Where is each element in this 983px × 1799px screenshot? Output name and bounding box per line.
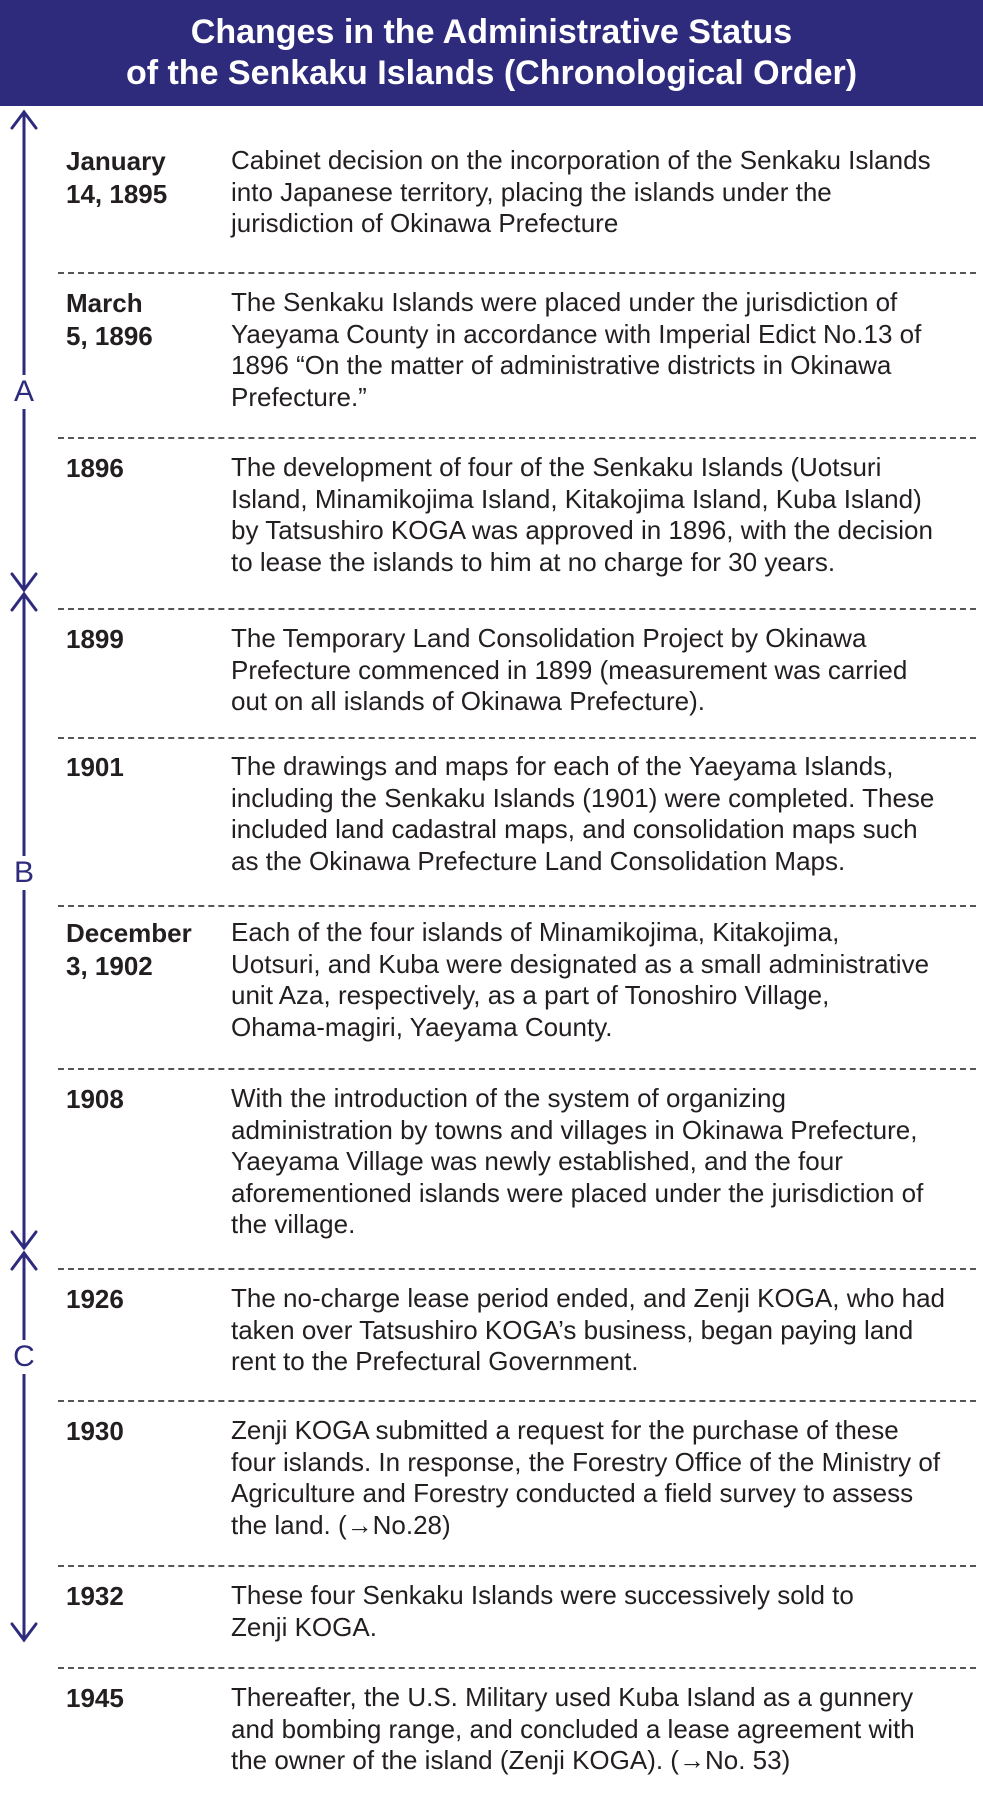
event-description: The no-charge lease period ended, and Zenji KOGA, who had taken over Tatsushiro KOGA’s business, began paying land rent to the Prefectural Government.: [231, 1283, 946, 1376]
event-date: 1901: [66, 752, 124, 782]
event-description: Thereafter, the U.S. Military used Kuba Island as a gunnery and bombing range, and concluded a lease agreement with the owner of the island (Zenji KOGA). (→No. 53): [231, 1682, 915, 1775]
divider: [58, 1565, 976, 1567]
divider: [58, 437, 976, 439]
event-description: The Senkaku Islands were placed under the jurisdiction of Yaeyama County in accordance with Imperial Edict No.13 of 1896 “On the matter of administrative districts in Okinawa Prefecture.”: [231, 287, 922, 412]
event-description: The drawings and maps for each of the Yaeyama Islands, including the Senkaku Islands (1901) were completed. These included land cadastral maps, and consolidation maps such as the Okinawa Prefecture Land Consolidation Maps.: [231, 751, 935, 876]
event-description: Zenji KOGA submitted a request for the purchase of these four islands. In response, the Forestry Office of the Ministry of Agriculture and Forestry conducted a field survey to assess the land. (→No.28): [231, 1415, 941, 1540]
event-date: 1896: [66, 453, 124, 483]
event-date: 1899: [66, 624, 124, 654]
page-title-line-2: of the Senkaku Islands (Chronological Order): [125, 54, 858, 92]
event-date: 1926: [66, 1284, 124, 1314]
event-date: 1908: [66, 1084, 124, 1114]
event-date: 1932: [66, 1581, 124, 1611]
event-description: These four Senkaku Islands were successively sold to Zenji KOGA.: [231, 1580, 854, 1642]
segment-label-b: B: [10, 856, 38, 890]
event-date: January 14, 1895: [66, 146, 168, 209]
divider: [58, 608, 976, 610]
divider: [58, 1068, 976, 1070]
segment-label-c: C: [10, 1340, 38, 1374]
divider: [58, 272, 976, 274]
event-description: Each of the four islands of Minamikojima, Kitakojima, Uotsuri, and Kuba were designated as a small administrative unit Aza, respectively, as a part of Tonoshiro Village, Ohama-magiri, Yaeyama County.: [231, 917, 930, 1042]
event-date: March 5, 1896: [66, 288, 153, 351]
event-description: Cabinet decision on the incorporation of the Senkaku Islands into Japanese territory, placing the islands under the jurisdiction of Okinawa Prefecture: [231, 145, 931, 238]
page-title-line-1: Changes in the Administrative Status: [190, 13, 793, 51]
event-description: The development of four of the Senkaku Islands (Uotsuri Island, Minamikojima Island, Kitakojima Island, Kuba Island) by Tatsushiro KOGA was approved in 1896, with the decision to lease the islands to him at no charge for 30 years.: [231, 452, 933, 577]
divider: [58, 1667, 976, 1669]
divider: [58, 737, 976, 739]
divider: [58, 905, 976, 907]
segment-label-a: A: [10, 375, 38, 409]
divider: [58, 1268, 976, 1270]
divider: [58, 1400, 976, 1402]
event-date: December 3, 1902: [66, 918, 192, 981]
event-date: 1945: [66, 1683, 124, 1713]
event-description: With the introduction of the system of organizing administration by towns and villages in Okinawa Prefecture, Yaeyama Village was newly established, and the four aforementioned islands were placed under the jurisdiction of the village.: [231, 1083, 924, 1239]
event-date: 1930: [66, 1416, 124, 1446]
event-description: The Temporary Land Consolidation Project by Okinawa Prefecture commenced in 1899 (measurement was carried out on all islands of Okinawa Prefecture).: [231, 623, 908, 716]
